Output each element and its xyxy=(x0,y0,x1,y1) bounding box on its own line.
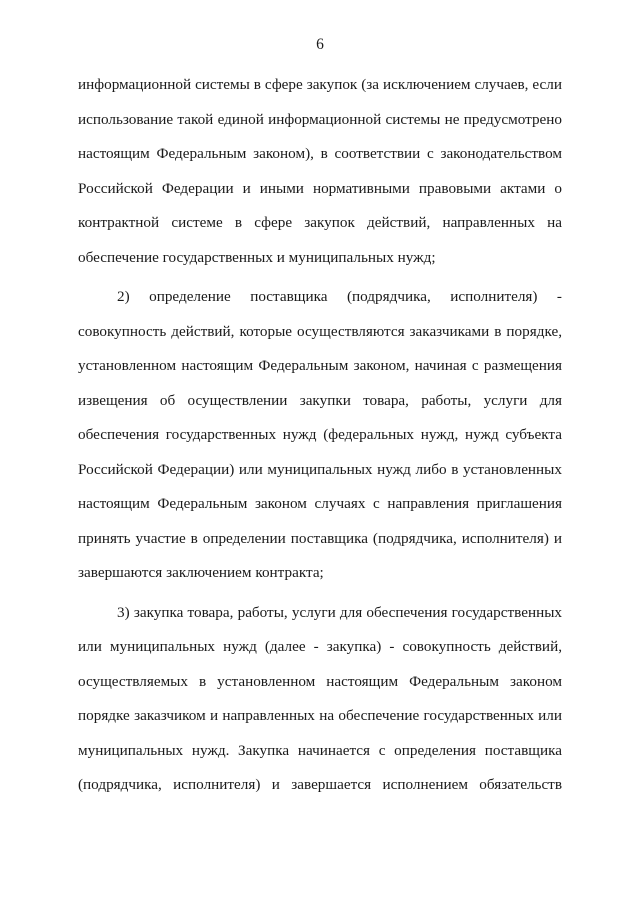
text-line: совокупность действий, которые осуществляются заказчиками в порядке, xyxy=(78,322,562,340)
text-line: Российской Федерации) или муниципальных нужд либо в установленных xyxy=(78,460,562,478)
text-line: настоящим Федеральным законом), в соответствии с законодательством xyxy=(78,145,562,162)
text-line: Российской Федерации и иными нормативными правовыми актами о xyxy=(78,179,562,197)
text-line: извещения об осуществлении закупки товара, работы, услуги для xyxy=(78,391,562,409)
text-line: муниципальных нужд. Закупка начинается с определения поставщика xyxy=(78,741,562,759)
text-line: настоящим Федеральным законом случаях с направления приглашения xyxy=(78,495,562,512)
text-line: принять участие в определении поставщика (подрядчика, исполнителя) и xyxy=(78,529,562,547)
text-line: обеспечение государственных и муниципальных нужд; xyxy=(78,248,436,266)
text-line: информационной системы в сфере закупок (за исключением случаев, если xyxy=(78,76,562,93)
text-line: установленном настоящим Федеральным законом, начиная с размещения xyxy=(78,357,562,374)
text-line: завершаются заключением контракта; xyxy=(78,564,324,581)
text-line: использование такой единой информационной системы не предусмотрено xyxy=(78,110,562,128)
document-body xyxy=(78,68,562,803)
text-line: или муниципальных нужд (далее - закупка) - совокупность действий, xyxy=(78,638,562,655)
text-line: 3) закупка товара, работы, услуги для обеспечения государственных xyxy=(117,603,562,621)
text-line: контрактной системе в сфере закупок действий, направленных на xyxy=(78,214,562,231)
paragraph-item-3 xyxy=(78,596,562,803)
text-line: осуществляемых в установленном настоящим Федеральным законом xyxy=(78,672,562,690)
page-number: 6 xyxy=(316,36,324,53)
text-line: 2) определение поставщика (подрядчика, исполнителя) - xyxy=(117,288,562,305)
text-line: обеспечения государственных нужд (федеральных нужд, нужд субъекта xyxy=(78,426,562,443)
text-line: (подрядчика, исполнителя) и завершается исполнением обязательств xyxy=(78,776,562,793)
paragraph-continuation xyxy=(78,68,562,275)
text-line: порядке заказчиком и направленных на обеспечение государственных или xyxy=(78,707,562,724)
paragraph-item-2 xyxy=(78,280,562,591)
